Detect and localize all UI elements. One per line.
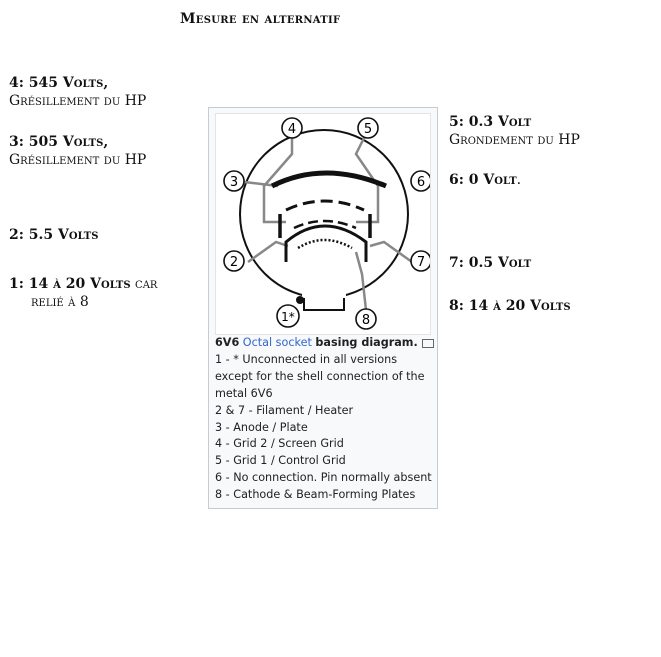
heater [286, 226, 366, 262]
note-pin-3-value: 3: 505 Volts, [9, 134, 109, 150]
note-pin-6-value: 6: 0 Volt [449, 172, 517, 188]
pin-5 [358, 118, 378, 138]
octal-socket-link[interactable]: Octal socket [242, 336, 312, 349]
note-pin-6-inline: . [516, 172, 522, 188]
caption-line-6: 6 - No connection. Pin normally absent [215, 471, 432, 485]
pin-1-label: 1* [281, 310, 295, 324]
note-pin-6 [449, 171, 521, 189]
note-pin-5-desc: Grondement du HP [449, 132, 580, 148]
caption-prefix: 6V6 [215, 336, 240, 349]
caption-suffix: basing diagram. [315, 336, 418, 349]
note-pin-3-desc: Grésillement du HP [9, 152, 147, 168]
note-pin-7-value: 7: 0.5 Volt [449, 255, 532, 271]
pin-2 [224, 251, 244, 271]
caption-line-2: 2 & 7 - Filament / Heater [215, 403, 354, 417]
note-pin-7 [449, 254, 531, 272]
pin-6-label: 6 [416, 175, 426, 190]
tube-figure [208, 107, 438, 509]
note-pin-5-value: 5: 0.3 Volt [449, 114, 532, 130]
figure-caption [215, 335, 435, 504]
note-pin-8-value: 8: 14 à 20 Volts [449, 298, 571, 314]
screen-grid [286, 201, 364, 210]
note-pin-1 [9, 275, 157, 311]
caption-line-1: 1 - * Unconnected in all versions except for the shell connection of the metal 6V6 [215, 352, 425, 400]
notch-gap [302, 292, 346, 298]
pin-leads [244, 138, 412, 310]
shell-contact [296, 296, 304, 304]
note-pin-4-desc: Grésillement du HP [9, 93, 147, 109]
note-pin-2 [9, 226, 98, 244]
note-pin-5 [449, 113, 580, 149]
caption-line-4: 4 - Grid 2 / Screen Grid [215, 437, 344, 451]
socket-drawing [216, 114, 430, 334]
page-title: Mesure en alternatif [180, 11, 341, 27]
note-pin-1-desc: relié à 8 [31, 294, 89, 310]
note-pin-1-value: 1: 14 à 20 Volts [9, 276, 131, 292]
pin-1 [277, 305, 299, 327]
caption-line-7: 8 - Cathode & Beam-Forming Plates [215, 488, 416, 502]
pin-8 [356, 309, 376, 329]
pin-5-label: 5 [363, 122, 373, 137]
key-notch [304, 296, 344, 310]
pin-4 [282, 118, 302, 138]
pin-8-label: 8 [361, 313, 371, 328]
octal-socket-diagram [215, 113, 431, 335]
note-pin-4-value: 4: 545 Volts, [9, 75, 109, 91]
note-pin-8 [449, 297, 571, 315]
caption-line-3: 3 - Anode / Plate [215, 420, 308, 434]
pin-3-label: 3 [229, 175, 239, 190]
pin-3 [224, 171, 244, 191]
pin-2-label: 2 [229, 255, 239, 270]
pin-7 [411, 251, 430, 271]
note-pin-3 [9, 133, 146, 169]
enlarge-icon[interactable] [422, 339, 434, 348]
caption-line-5: 5 - Grid 1 / Control Grid [215, 454, 346, 468]
note-pin-1-inline: car [130, 276, 158, 292]
pin-6 [411, 171, 430, 191]
pin-4-label: 4 [287, 122, 297, 137]
cathode [298, 240, 352, 248]
note-pin-2-value: 2: 5.5 Volts [9, 227, 99, 243]
note-pin-4 [9, 74, 146, 110]
pin-7-label: 7 [416, 255, 426, 270]
